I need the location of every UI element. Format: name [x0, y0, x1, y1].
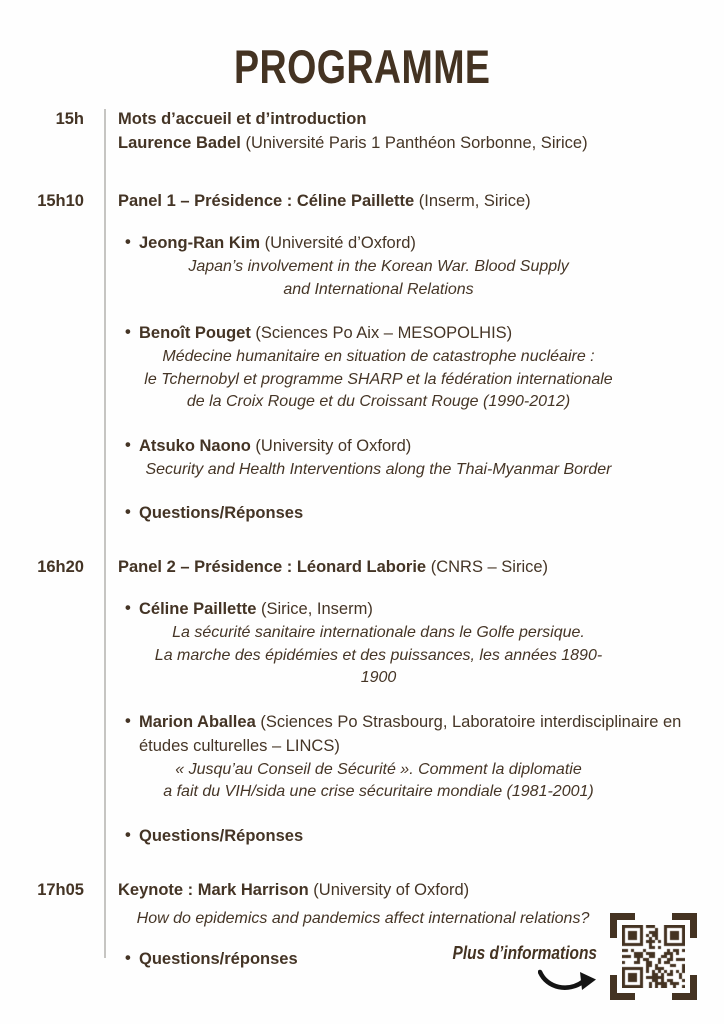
- talk-title-line: a fait du VIH/sida une crise sécuritaire mondiale (1981-2001): [163, 783, 594, 801]
- bullet-icon: •: [125, 825, 131, 844]
- session-speaker-line: [118, 131, 708, 155]
- speaker-affiliation: (Université Paris 1 Panthéon Sorbonne, Sirice): [240, 134, 588, 153]
- speaker-affiliation: (Sciences Po Aix – MESOPOLHIS): [250, 324, 513, 343]
- bullet-icon: •: [125, 435, 131, 454]
- talk-title-line: Security and Health Interventions along the Thai-Myanmar Border: [145, 460, 612, 478]
- questions-item: [118, 824, 708, 848]
- talk-title-line: le Tchernobyl et programme SHARP et la fédération internationale: [144, 370, 613, 388]
- page-title: PROGRAMME: [233, 40, 491, 93]
- bullet-icon: •: [125, 503, 131, 522]
- session-title-bold: Mots d’accueil et d’introduction: [118, 110, 367, 129]
- time-label: 17h05: [37, 880, 84, 899]
- speaker-name: Marion Aballea: [139, 712, 256, 731]
- questions-item: [118, 501, 708, 525]
- talk-list: [118, 231, 708, 525]
- time-label: 16h20: [37, 558, 84, 577]
- session-title-affiliation: (University of Oxford): [308, 880, 470, 899]
- talk-item: [118, 710, 708, 804]
- more-info-label: Plus d’informations: [452, 943, 597, 963]
- speaker-name: Atsuko Naono: [139, 436, 251, 455]
- talk-title-line: Médecine humanitaire en situation de catastrophe nucléaire :: [162, 348, 595, 366]
- talk-title-line: and International Relations: [283, 280, 474, 298]
- questions-label: Questions/Réponses: [139, 826, 304, 845]
- session-title-affiliation: (CNRS – Sirice): [426, 558, 549, 577]
- talk-item: [118, 434, 708, 482]
- curved-arrow-icon: [538, 968, 596, 996]
- talk-title-line: La sécurité sanitaire internationale dans le Golfe persique.: [172, 624, 585, 642]
- talk-title: [139, 622, 618, 690]
- session-title: [118, 107, 708, 131]
- qr-code-frame: [610, 913, 697, 1000]
- speaker-name: Jeong-Ran Kim: [139, 234, 261, 253]
- speaker-name: Laurence Badel: [118, 134, 241, 153]
- session-content: [104, 189, 724, 525]
- qr-code: [622, 925, 685, 988]
- keynote-talk-title: [118, 907, 608, 930]
- talk-title-line: Japan’s involvement in the Korean War. Blood Supply: [188, 258, 569, 276]
- time-label: 15h10: [37, 192, 84, 211]
- talk-item: [118, 321, 708, 414]
- page-header: [0, 0, 724, 91]
- vertical-divider: [104, 109, 106, 958]
- talk-item: [118, 597, 708, 690]
- talk-title: [139, 256, 618, 301]
- speaker-name: Céline Paillette: [139, 600, 257, 619]
- session-row-15h: [0, 107, 724, 155]
- talk-title: [139, 459, 618, 482]
- bullet-icon: •: [125, 711, 131, 730]
- session-title-bold: Keynote : Mark Harrison: [118, 880, 309, 899]
- questions-label: Questions/Réponses: [139, 504, 304, 523]
- time-label: 15h: [55, 110, 84, 129]
- programme-schedule: [0, 107, 724, 971]
- talk-title-line: de la Croix Rouge et du Croissant Rouge (1990-2012): [186, 393, 571, 411]
- speaker-affiliation: (Université d’Oxford): [260, 234, 416, 253]
- bullet-icon: •: [125, 323, 131, 342]
- talk-title-line: La marche des épidémies et des puissances, les années 1890-1900: [154, 646, 603, 687]
- session-content: [104, 107, 724, 155]
- talk-title-line: How do epidemics and pandemics affect international relations?: [136, 909, 590, 927]
- session-content: [104, 555, 724, 848]
- bullet-icon: •: [125, 599, 131, 618]
- speaker-affiliation: (University of Oxford): [250, 436, 412, 455]
- talk-item: [118, 231, 708, 301]
- questions-label: Questions/réponses: [139, 949, 298, 968]
- talk-list: [118, 597, 708, 848]
- session-row-15h10: [0, 189, 724, 525]
- session-title: [118, 189, 708, 213]
- speaker-affiliation: (Sciences Po Strasbourg, Laboratoire interdisciplinaire en études culturelles – LINCS): [139, 712, 682, 755]
- session-title-affiliation: (Inserm, Sirice): [414, 192, 531, 211]
- speaker-name: Benoît Pouget: [139, 324, 251, 343]
- bullet-icon: •: [125, 948, 131, 967]
- bullet-icon: •: [125, 233, 131, 252]
- session-row-16h20: [0, 555, 724, 848]
- session-title-bold: Panel 1 – Présidence : Céline Paillette: [118, 192, 415, 211]
- session-title: [118, 878, 708, 902]
- speaker-affiliation: (Sirice, Inserm): [256, 600, 373, 619]
- talk-title-line: « Jusqu’au Conseil de Sécurité ». Comment la diplomatie: [175, 760, 582, 778]
- talk-title: [139, 759, 618, 804]
- talk-title: [139, 346, 618, 414]
- session-title: [118, 555, 708, 579]
- session-title-bold: Panel 2 – Présidence : Léonard Laborie: [118, 558, 427, 577]
